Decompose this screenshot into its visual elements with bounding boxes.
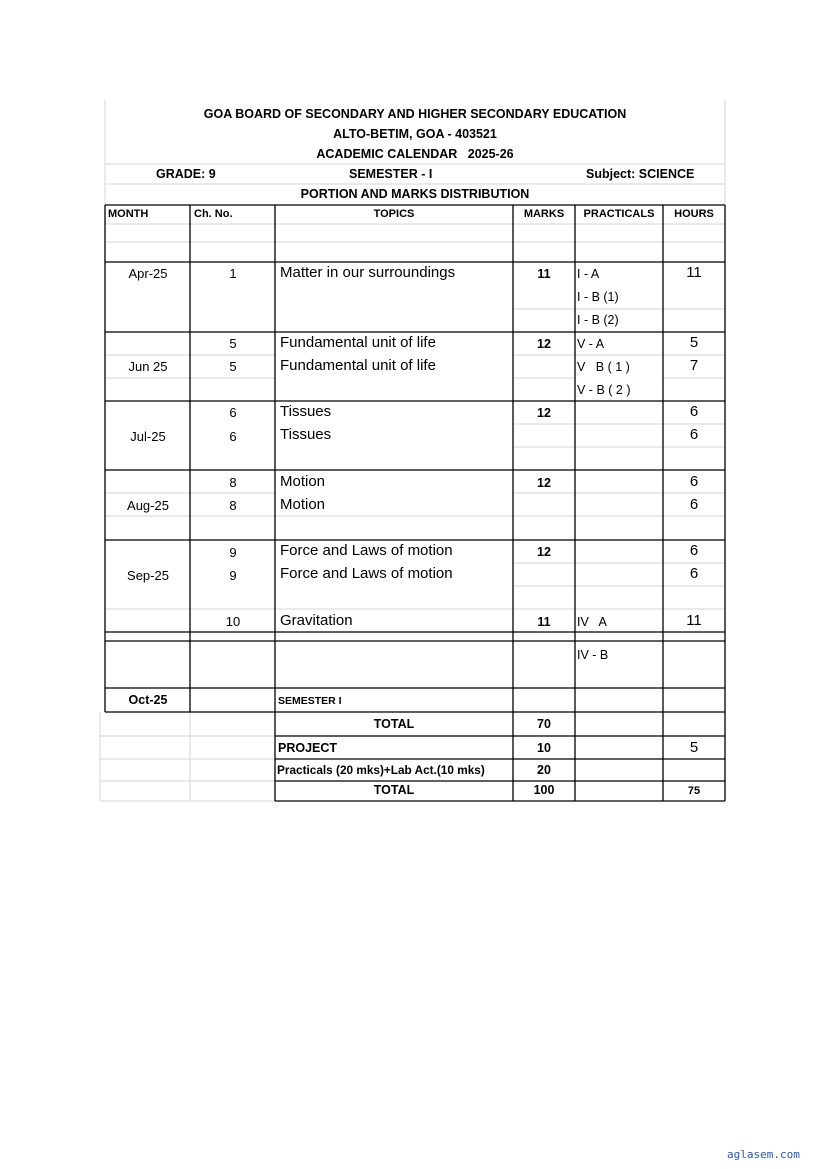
chapter-number: 6 [229, 429, 237, 444]
hours-value: 6 [689, 403, 699, 420]
marks-value: 12 [537, 406, 551, 420]
topic-name: Motion [280, 496, 326, 513]
practicals-label: Practicals (20 mks)+Lab Act.(10 mks) [277, 763, 485, 777]
project-label: PROJECT [278, 741, 338, 755]
month-sep: Sep-25 [127, 568, 169, 583]
grade-label: GRADE: 9 [156, 167, 216, 181]
board-address: ALTO-BETIM, GOA - 403521 [333, 127, 497, 141]
chapter-number: 5 [229, 336, 237, 351]
month-jul: Jul-25 [130, 429, 166, 444]
chapter-number: 10 [225, 614, 241, 629]
col-topics: TOPICS [373, 208, 415, 220]
topic-name: Force and Laws of motion [280, 565, 453, 582]
month-aug: Aug-25 [127, 498, 169, 513]
hours-value: 6 [689, 496, 699, 513]
practical-code: I - A [577, 267, 600, 281]
semester-label: SEMESTER - I [349, 167, 433, 181]
grand-total-marks: 100 [533, 783, 555, 797]
practical-code: V - B ( 2 ) [577, 383, 631, 397]
topic-name: Gravitation [280, 612, 353, 629]
hours-value: 6 [689, 565, 699, 582]
calendar-title: ACADEMIC CALENDAR 2025-26 [316, 147, 514, 161]
grand-total-hours: 75 [687, 785, 701, 797]
project-hours: 5 [689, 739, 699, 756]
practical-code: IV A [577, 615, 607, 629]
col-practicals: PRACTICALS [583, 208, 655, 220]
chapter-number: 8 [229, 475, 237, 490]
hours-value: 7 [689, 357, 699, 374]
marks-value: 11 [537, 615, 551, 629]
chapter-number: 5 [229, 359, 237, 374]
subject-label: Subject: SCIENCE [586, 167, 695, 181]
chapter-number: 6 [229, 405, 237, 420]
col-hours: HOURS [674, 208, 714, 220]
topic-name: Force and Laws of motion [280, 542, 453, 559]
topic-name: Tissues [280, 403, 332, 420]
hours-value: 5 [689, 334, 699, 351]
marks-value: 12 [537, 545, 551, 559]
practical-code: IV - B [577, 648, 609, 662]
chapter-number: 1 [229, 266, 237, 281]
practical-code: V B ( 1 ) [577, 360, 630, 374]
grand-total-label: TOTAL [373, 783, 415, 797]
topic-name: Matter in our surroundings [280, 264, 456, 281]
marks-value: 12 [537, 476, 551, 490]
col-marks: MARKS [523, 208, 565, 220]
semester-exam-label: SEMESTER I [278, 695, 342, 707]
hours-value: 11 [686, 612, 702, 629]
portion-title: PORTION AND MARKS DISTRIBUTION [300, 187, 530, 201]
topic-name: Fundamental unit of life [280, 357, 436, 374]
watermark-link[interactable]: aglasem.com [727, 1148, 800, 1161]
marks-value: 11 [537, 267, 551, 281]
chapter-number: 8 [229, 498, 237, 513]
practical-code: I - B (2) [577, 313, 619, 327]
month-apr: Apr-25 [128, 266, 168, 281]
marks-value: 12 [537, 337, 551, 351]
col-month: MONTH [108, 208, 149, 220]
project-marks: 10 [537, 741, 551, 755]
hours-value: 11 [686, 264, 702, 281]
topic-name: Tissues [280, 426, 332, 443]
month-jun: Jun 25 [128, 359, 168, 374]
practical-code: V - A [577, 337, 605, 351]
total-label: TOTAL [373, 717, 415, 731]
hours-value: 6 [689, 473, 699, 490]
practicals-marks: 20 [537, 763, 551, 777]
topic-name: Fundamental unit of life [280, 334, 436, 351]
hours-value: 6 [689, 426, 699, 443]
board-name: GOA BOARD OF SECONDARY AND HIGHER SECONDARY EDUCATION [203, 107, 627, 121]
total-marks: 70 [537, 717, 551, 731]
month-oct: Oct-25 [128, 693, 168, 707]
chapter-number: 9 [229, 545, 237, 560]
col-chno: Ch. No. [194, 208, 233, 220]
topic-name: Motion [280, 473, 326, 490]
hours-value: 6 [689, 542, 699, 559]
chapter-number: 9 [229, 568, 237, 583]
practical-code: I - B (1) [577, 290, 619, 304]
